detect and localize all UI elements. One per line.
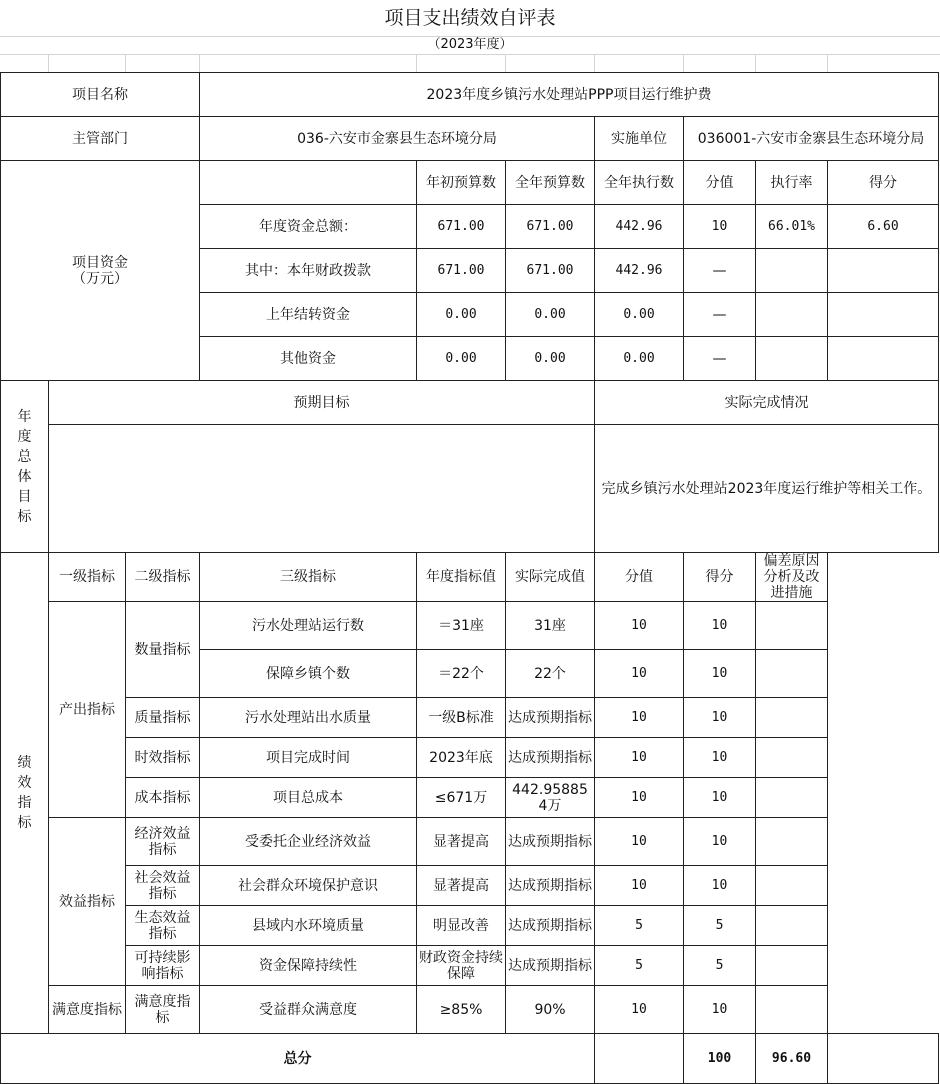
- indicator-row: [1, 866, 939, 906]
- funds-cell: [756, 293, 828, 337]
- indicators-header-row: [1, 553, 939, 602]
- level1-output: 产出指标: [49, 602, 126, 818]
- gridline: [125, 54, 126, 72]
- funds-header: 全年预算数: [506, 161, 595, 205]
- indicator-actual: 达成预期指标: [506, 818, 595, 866]
- level2-quantity: 数量指标: [126, 602, 200, 698]
- indicator-remark: [756, 866, 828, 906]
- indicator-remark: [756, 906, 828, 946]
- indicators-label-text: 绩效指标: [17, 755, 32, 831]
- indicator-target: ＝22个: [417, 650, 506, 698]
- indicator-header: 实际完成值: [506, 553, 595, 602]
- level2-quality: 质量指标: [126, 698, 200, 738]
- funds-row-name: 其他资金: [200, 337, 417, 381]
- indicator-target: ≥85%: [417, 986, 506, 1034]
- indicator-weight: 10: [595, 986, 684, 1034]
- indicator-remark: [756, 778, 828, 818]
- impl-value: 036001-六安市金寨县生态环境分局: [684, 117, 939, 161]
- funds-cell: 442.96: [595, 205, 684, 249]
- level2-ecological: 生态效益指标: [126, 906, 200, 946]
- goals-label: [1, 381, 49, 553]
- indicator-actual: 31座: [506, 602, 595, 650]
- funds-cell: [828, 293, 939, 337]
- indicator-score: 10: [684, 602, 756, 650]
- gridline: [48, 54, 49, 72]
- total-weight: 100: [684, 1034, 756, 1084]
- level2-economic: 经济效益指标: [126, 818, 200, 866]
- total-row: [1, 1034, 939, 1084]
- indicator-header: 二级指标: [126, 553, 200, 602]
- level2-satisfaction: 满意度指标: [126, 986, 200, 1034]
- dept-value: 036-六安市金寨县生态环境分局: [200, 117, 595, 161]
- level2-cost: 成本指标: [126, 778, 200, 818]
- gridline: [0, 54, 940, 55]
- indicator-actual: 22个: [506, 650, 595, 698]
- project-name-value: 2023年度乡镇污水处理站PPP项目运行维护费: [200, 73, 939, 117]
- funds-label-text: 项目资金 （万元）: [72, 254, 128, 287]
- gridline: [683, 54, 684, 72]
- project-name-row: [1, 73, 939, 117]
- actual-result-label: 实际完成情况: [595, 381, 939, 425]
- indicator-name: 保障乡镇个数: [200, 650, 417, 698]
- evaluation-table: [0, 72, 939, 1084]
- level1-satisfaction: 满意度指标: [49, 986, 126, 1034]
- indicator-target: 一级B标准: [417, 698, 506, 738]
- indicator-actual: 达成预期指标: [506, 866, 595, 906]
- indicator-score: 10: [684, 866, 756, 906]
- indicator-weight: 5: [595, 906, 684, 946]
- level1-benefit: 效益指标: [49, 818, 126, 986]
- funds-header: 全年执行数: [595, 161, 684, 205]
- indicator-target: 财政资金持续保障: [417, 946, 506, 986]
- goals-content-row: [1, 425, 939, 553]
- funds-cell: 0.00: [506, 293, 595, 337]
- gridline: [0, 36, 940, 37]
- indicator-score: 10: [684, 986, 756, 1034]
- funds-header: 得分: [828, 161, 939, 205]
- indicator-name: 项目完成时间: [200, 738, 417, 778]
- indicator-weight: 10: [595, 698, 684, 738]
- funds-cell: 0.00: [595, 337, 684, 381]
- funds-cell: —: [684, 293, 756, 337]
- indicator-row: [1, 986, 939, 1034]
- funds-header-row: [1, 161, 939, 205]
- funds-cell: 671.00: [417, 205, 506, 249]
- indicator-score: 10: [684, 738, 756, 778]
- indicator-row: [1, 602, 939, 650]
- indicator-remark: [756, 602, 828, 650]
- goals-header-row: [1, 381, 939, 425]
- indicator-row: [1, 946, 939, 986]
- funds-cell: 6.60: [828, 205, 939, 249]
- indicator-target: 2023年底: [417, 738, 506, 778]
- level2-social: 社会效益指标: [126, 866, 200, 906]
- indicator-weight: 10: [595, 602, 684, 650]
- indicator-row: [1, 906, 939, 946]
- total-blank: [595, 1034, 684, 1084]
- indicator-actual: 90%: [506, 986, 595, 1034]
- indicator-target: 明显改善: [417, 906, 506, 946]
- funds-cell: 442.96: [595, 249, 684, 293]
- indicator-header: 年度指标值: [417, 553, 506, 602]
- indicator-target: ＝31座: [417, 602, 506, 650]
- indicator-remark: [756, 738, 828, 778]
- indicator-remark: [756, 698, 828, 738]
- funds-cell: [828, 337, 939, 381]
- funds-cell: 0.00: [417, 337, 506, 381]
- funds-cell: [828, 249, 939, 293]
- funds-header: 执行率: [756, 161, 828, 205]
- indicator-actual: 达成预期指标: [506, 946, 595, 986]
- indicator-score: 10: [684, 698, 756, 738]
- indicator-score: 10: [684, 818, 756, 866]
- sheet-title: 项目支出绩效自评表: [384, 7, 556, 29]
- level2-timeliness: 时效指标: [126, 738, 200, 778]
- indicator-row: [1, 738, 939, 778]
- funds-cell: 671.00: [506, 205, 595, 249]
- funds-header-blank: [200, 161, 417, 205]
- indicator-header: 三级指标: [200, 553, 417, 602]
- goals-label-text: 年度总体目标: [17, 408, 32, 525]
- gridline: [416, 54, 417, 72]
- indicator-name: 县域内水环境质量: [200, 906, 417, 946]
- indicator-target: 显著提高: [417, 818, 506, 866]
- funds-label: [1, 161, 200, 381]
- funds-row-name: 其中：本年财政拨款: [200, 249, 417, 293]
- funds-cell: —: [684, 337, 756, 381]
- total-remark: [828, 1034, 939, 1084]
- indicator-header: 得分: [684, 553, 756, 602]
- total-label: 总分: [1, 1034, 595, 1084]
- funds-row-name: 上年结转资金: [200, 293, 417, 337]
- department-row: [1, 117, 939, 161]
- indicator-score: 10: [684, 650, 756, 698]
- indicator-header: 分值: [595, 553, 684, 602]
- level2-sustainable: 可持续影响指标: [126, 946, 200, 986]
- funds-header: 年初预算数: [417, 161, 506, 205]
- indicator-row: [1, 818, 939, 866]
- indicator-remark: [756, 650, 828, 698]
- indicator-name: 项目总成本: [200, 778, 417, 818]
- indicator-actual: 442.958854万: [506, 778, 595, 818]
- impl-label: 实施单位: [595, 117, 684, 161]
- funds-row-name: 年度资金总额：: [200, 205, 417, 249]
- funds-cell: —: [684, 249, 756, 293]
- project-name-label: 项目名称: [1, 73, 200, 117]
- funds-cell: 66.01%: [756, 205, 828, 249]
- indicator-actual: 达成预期指标: [506, 698, 595, 738]
- indicator-target: 显著提高: [417, 866, 506, 906]
- indicator-row: [1, 778, 939, 818]
- indicator-header: 偏差原因分析及改进措施: [756, 553, 828, 602]
- funds-header: 分值: [684, 161, 756, 205]
- sheet-subtitle: （2023年度）: [427, 37, 513, 52]
- indicator-header: 一级指标: [49, 553, 126, 602]
- actual-result-text: 完成乡镇污水处理站2023年度运行维护等相关工作。: [595, 425, 939, 553]
- indicator-name: 受委托企业经济效益: [200, 818, 417, 866]
- funds-cell: 671.00: [506, 249, 595, 293]
- gridline: [827, 54, 828, 72]
- funds-cell: 0.00: [595, 293, 684, 337]
- total-score: 96.60: [756, 1034, 828, 1084]
- indicator-row: [1, 698, 939, 738]
- indicator-name: 污水处理站运行数: [200, 602, 417, 650]
- funds-cell: [756, 249, 828, 293]
- indicator-weight: 10: [595, 738, 684, 778]
- indicator-weight: 10: [595, 650, 684, 698]
- indicator-score: 5: [684, 906, 756, 946]
- gridline: [755, 54, 756, 72]
- indicator-name: 受益群众满意度: [200, 986, 417, 1034]
- gridline: [199, 54, 200, 72]
- funds-cell: 0.00: [417, 293, 506, 337]
- indicator-name: 资金保障持续性: [200, 946, 417, 986]
- indicator-score: 10: [684, 778, 756, 818]
- funds-cell: [756, 337, 828, 381]
- indicator-weight: 10: [595, 818, 684, 866]
- expected-goal-label: 预期目标: [49, 381, 595, 425]
- funds-cell: 671.00: [417, 249, 506, 293]
- indicator-actual: 达成预期指标: [506, 906, 595, 946]
- expected-goal-text: [49, 425, 595, 553]
- indicator-actual: 达成预期指标: [506, 738, 595, 778]
- indicator-weight: 5: [595, 946, 684, 986]
- indicator-remark: [756, 946, 828, 986]
- indicator-weight: 10: [595, 866, 684, 906]
- indicator-name: 社会群众环境保护意识: [200, 866, 417, 906]
- indicator-remark: [756, 818, 828, 866]
- gridline: [505, 54, 506, 72]
- indicator-target: ≤671万: [417, 778, 506, 818]
- gridline: [594, 54, 595, 72]
- indicators-label: [1, 553, 49, 1034]
- funds-cell: 10: [684, 205, 756, 249]
- indicator-remark: [756, 986, 828, 1034]
- funds-cell: 0.00: [506, 337, 595, 381]
- dept-label: 主管部门: [1, 117, 200, 161]
- indicator-weight: 10: [595, 778, 684, 818]
- indicator-name: 污水处理站出水质量: [200, 698, 417, 738]
- indicator-score: 5: [684, 946, 756, 986]
